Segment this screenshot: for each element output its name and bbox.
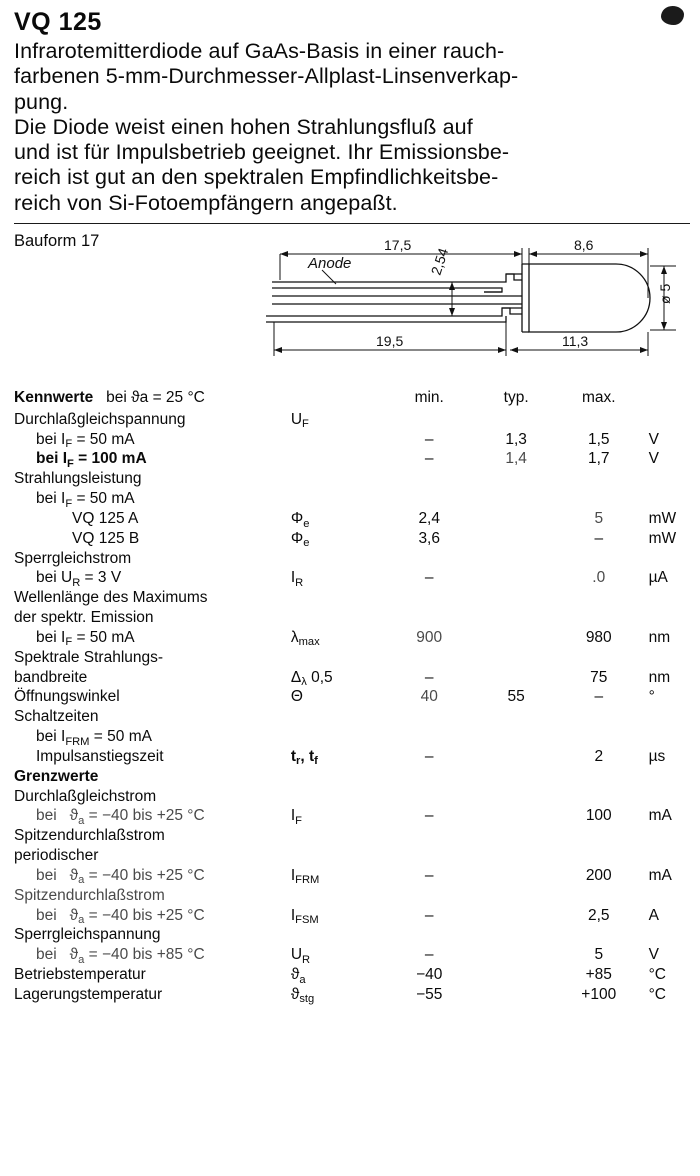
description-line-5: und ist für Impulsbetrieb geeignet. Ihr Emissionsbe- [14,140,510,165]
dim-lead-spacing-text: 2,54 [427,246,452,277]
table-row: bei $ϑ_a = -40$ bis +85 °C $U_R$ – 5 V [36,946,659,966]
section-kennwerte: Kennwerte bei ϑa = 25 °C [14,388,205,406]
package-form-label: Bauform 17 [14,231,100,250]
description-line-4: Die Diode weist einen hohen Strahlungsfluß auf [14,114,473,139]
table-row: Impulsanstiegszeit $t_r$, $t_f$ – 2 µs [36,747,666,768]
description-block [14,39,690,215]
anode-label-text: Anode [308,254,352,272]
description-line-1: Infrarotemitterdiode auf GaAs-Basis in einer rauch- [14,39,505,63]
table-row: bei $I_F = 50$ mA – 1,3 1,5 V [36,430,659,451]
table-row: Spektrale Strahlungs- [14,648,164,666]
characteristics-table [14,384,690,1005]
description-line-2: farbenen 5-mm-Durchmesser-Allplast-Linsenverkap- [14,64,519,89]
table-row: bei $I_F = 50$ mA $\lambda_{max}$ 900 980 nm [36,628,671,649]
table-row: Spitzendurchlaßstrom [14,886,165,904]
package-outline-drawing [244,224,696,382]
package-drawing-block [14,224,690,384]
col-header-max: max. [581,388,616,406]
description-line-3: pung. [14,89,69,114]
table-row: Sperrgleichspannung [14,926,161,944]
table-row: der spektr. Emission [14,609,154,627]
table-row: Schaltzeiten [14,708,99,726]
table-row: Strahlungsleistung [14,470,142,488]
table-row: Sperrgleichstrom [14,549,132,567]
table-row: bei $ϑ_a = -40$ bis +25 °C $I_{FSM}$ – 2,5 A [36,906,659,927]
table-row: bandbreite $\Delta_\lambda$ 0,5 – 75 nm [14,668,671,689]
table-row: bei $U_R = 3$ V $I_R$ – .0 µA [36,569,668,589]
section-grenzwerte: Grenzwerte [14,767,99,785]
table-row: bei $I_{FRM} = 50$ mA [36,728,152,748]
dim-bottom-left-text: 19,5 [376,332,404,349]
table-row: VQ 125 B $\Phi_e$ 3,6 – mW [72,529,677,550]
dim-bottom-right-text: 11,3 [562,332,589,349]
ink-blob-mark [661,6,684,25]
table-row: periodischer [14,847,99,865]
table-row: Lagerungstemperatur $ϑ_{stg}$ −55 +100 °C [14,985,666,1006]
table-row: VQ 125 A $\Phi_e$ 2,4 5 mW [72,509,677,530]
table-row: Durchlaßgleichspannung $U_F$ [14,410,309,431]
table-header-row [14,384,690,410]
col-header-min: min. [414,388,444,406]
table-row: Betriebstemperatur $ϑ_a$ −40 +85 °C [14,965,666,986]
page-title: VQ 125 [14,8,102,36]
table-row: bei $ϑ_a = -40$ bis +25 °C $I_F$ – 100 mA [36,807,672,827]
table-row: Öffnungswinkel Θ 40 55 – ° [14,688,655,706]
table-row: bei $I_F = 100$ mA – 1,4 1,7 V [36,450,659,471]
table-row: bei $ϑ_a = -40$ bis +25 °C $I_{FRM}$ – 200 mA [36,866,672,887]
dim-top-left-text: 17,5 [384,236,412,253]
dim-diameter-text: ø 5 [657,283,673,304]
col-header-typ: typ. [503,388,529,406]
table-row: Spitzendurchlaßstrom [14,827,165,845]
table-row: Wellenlänge des Maximums [14,589,208,607]
dim-top-right-text: 8,6 [574,236,594,253]
table-row: bei $I_F = 50$ mA [36,490,135,510]
description-line-6: reich ist gut an den spektralen Empfindlichkeitsbe- [14,165,499,190]
table-row: Durchlaßgleichstrom [14,787,157,805]
description-line-7: reich von Si-Fotoempfängern angepaßt. [14,190,398,215]
